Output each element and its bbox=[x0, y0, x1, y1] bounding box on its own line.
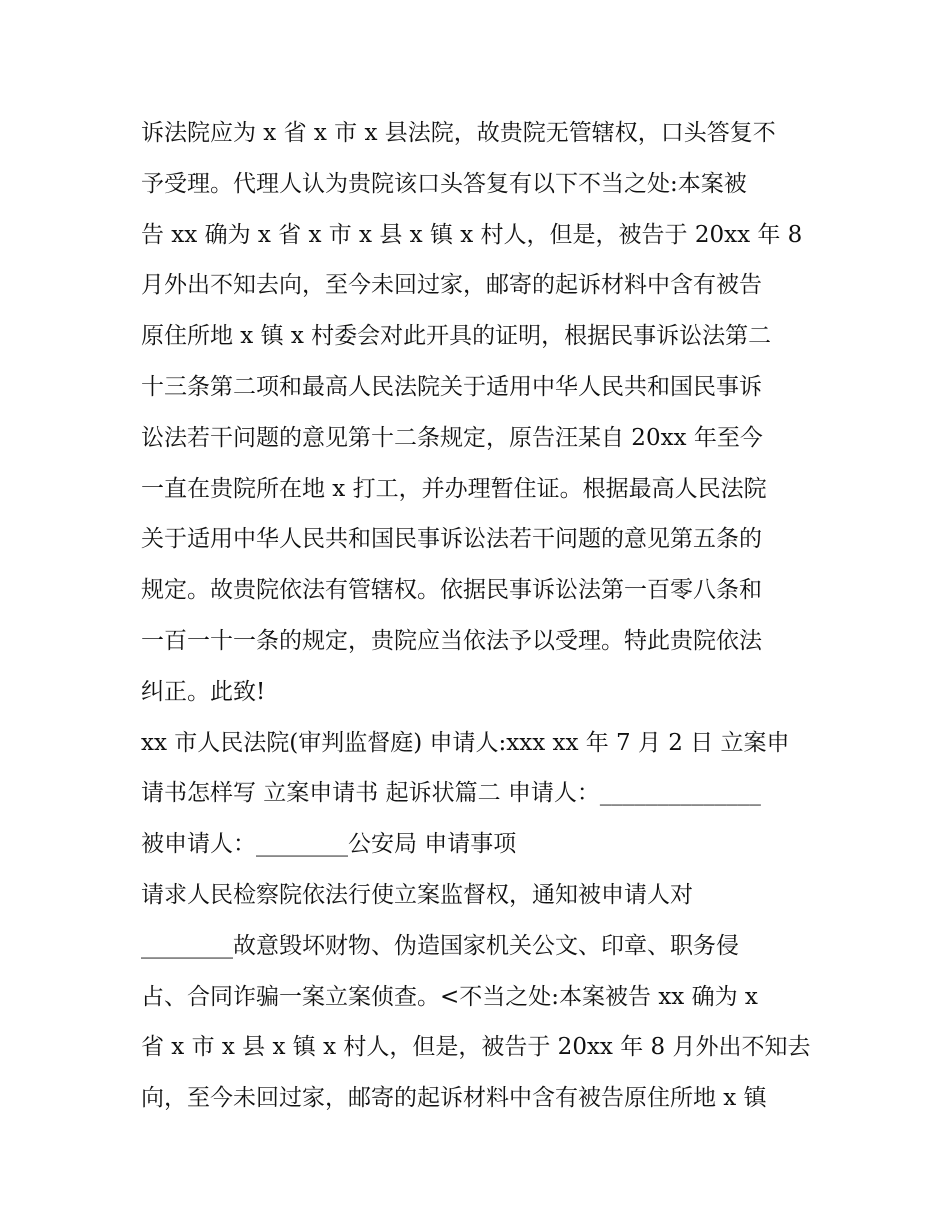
text-line: 十三条第二项和最高人民法院关于适用中华人民共和国民事诉 bbox=[141, 373, 762, 400]
text-line: 月外出不知去向，至今未回过家，邮寄的起诉材料中含有被告 bbox=[141, 272, 762, 299]
text-line: 一直在贵院所在地 x 打工，并办理暂住证。根据最高人民法院 bbox=[141, 475, 767, 502]
text-line: 讼法若干问题的意见第十二条规定，原告汪某自 20xx 年至今 bbox=[141, 424, 763, 451]
document-body bbox=[141, 108, 841, 1124]
text-line: ________故意毁坏财物、伪造国家机关公文、印章、职务侵 bbox=[141, 932, 739, 959]
text-line: 省 x 市 x 县 x 镇 x 村人，但是，被告于 20xx 年 8 月外出不知去 bbox=[141, 1034, 811, 1061]
text-line: 被申请人：________公安局 申请事项 bbox=[141, 831, 517, 858]
text-line: 请书怎样写 立案申请书 起诉状篇二 申请人：______________ bbox=[141, 780, 761, 807]
text-line: 告 xx 确为 x 省 x 市 x 县 x 镇 x 村人，但是，被告于 20xx 年 8 bbox=[141, 221, 803, 248]
text-line: 请求人民检察院依法行使立案监督权，通知被申请人对 bbox=[141, 881, 693, 908]
text-line: xx 市人民法院(审判监督庭) 申请人:xxx xx 年 7 月 2 日 立案申 bbox=[141, 729, 790, 756]
text-line: 原住所地 x 镇 x 村委会对此开具的证明，根据民事诉讼法第二 bbox=[141, 323, 772, 350]
text-line: 诉法院应为 x 省 x 市 x 县法院，故贵院无管辖权，口头答复不 bbox=[141, 120, 776, 146]
text-line: 予受理。代理人认为贵院该口头答复有以下不当之处:本案被 bbox=[141, 170, 747, 197]
text-line: 一百一十一条的规定，贵院应当依法予以受理。特此贵院依法 bbox=[141, 627, 762, 654]
text-line: 向，至今未回过家，邮寄的起诉材料中含有被告原住所地 x 镇 bbox=[141, 1085, 767, 1112]
text-line: 占、合同诈骗一案立案侦查。<不当之处:本案被告 xx 确为 x bbox=[141, 983, 758, 1010]
text-line: 纠正。此致! bbox=[141, 678, 266, 705]
text-line: 规定。故贵院依法有管辖权。依据民事诉讼法第一百零八条和 bbox=[141, 577, 762, 604]
text-line: 关于适用中华人民共和国民事诉讼法若干问题的意见第五条的 bbox=[141, 526, 762, 553]
